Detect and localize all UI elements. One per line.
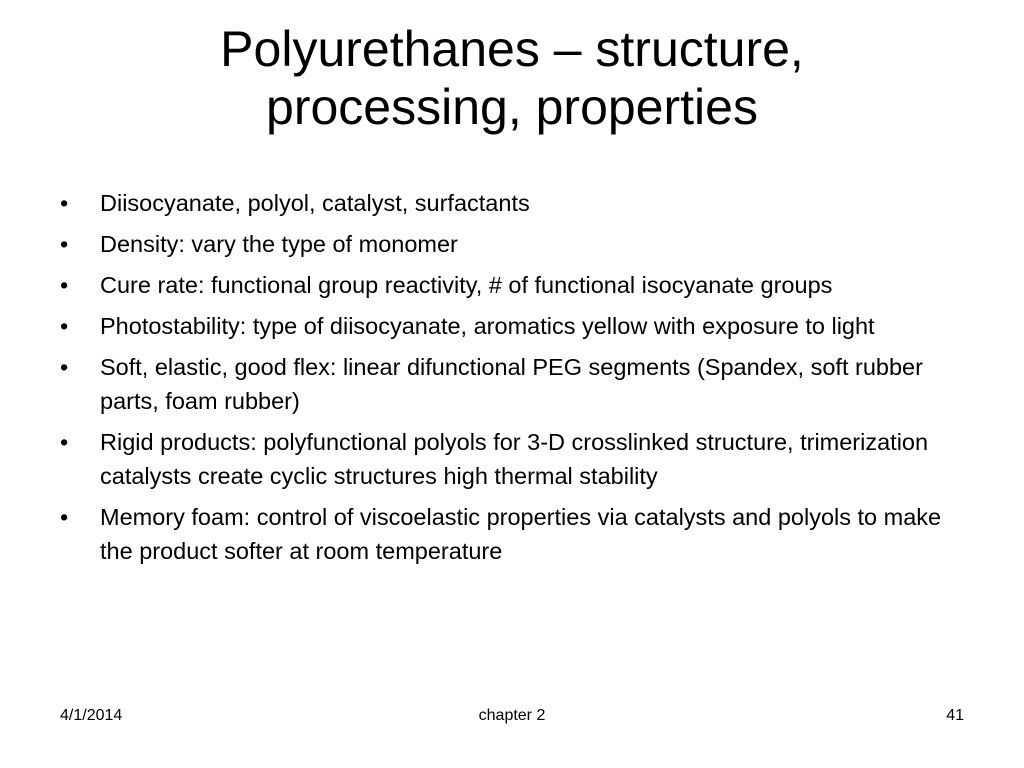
footer-date: 4/1/2014 [60,707,123,724]
bullet-item [56,350,976,418]
bullet-text: Cure rate: functional group reactivity, # of functional isocyanate groups [100,272,833,298]
bullet-item [56,500,976,568]
footer-chapter-label: chapter 2 [478,707,546,724]
bullet-text: Soft, elastic, good flex: linear difunctional PEG segments (Spandex, soft rubber parts, foam rubber) [100,354,923,414]
bullet-marker: • [60,354,69,380]
bullet-marker: • [60,190,69,216]
slide-title-line-1: Polyurethanes – structure, [220,21,804,77]
bullet-item [56,268,976,302]
bullet-marker: • [60,313,69,339]
bullet-item [56,227,976,261]
bullet-marker: • [60,231,69,257]
bullet-item [56,425,976,493]
footer-page-number: 41 [946,707,964,724]
bullet-marker: • [60,429,69,455]
bullet-text: Memory foam: control of viscoelastic properties via catalysts and polyols to make the product softer at room temperature [100,504,942,564]
bullet-marker: • [60,504,69,530]
bullet-item [56,309,976,343]
bullet-text: Rigid products: polyfunctional polyols for 3-D crosslinked structure, trimerization catalysts create cyclic structures high thermal stability [100,429,929,489]
bullet-text: Photostability: type of diisocyanate, aromatics yellow with exposure to light [100,313,875,339]
bullet-text: Density: vary the type of monomer [100,231,458,257]
bullet-item [56,186,976,220]
slide-title-line-2: processing, properties [266,79,758,135]
bullet-list [56,186,976,575]
bullet-text: Diisocyanate, polyol, catalyst, surfactants [100,190,530,216]
bullet-marker: • [60,272,69,298]
slide-title [60,20,964,136]
